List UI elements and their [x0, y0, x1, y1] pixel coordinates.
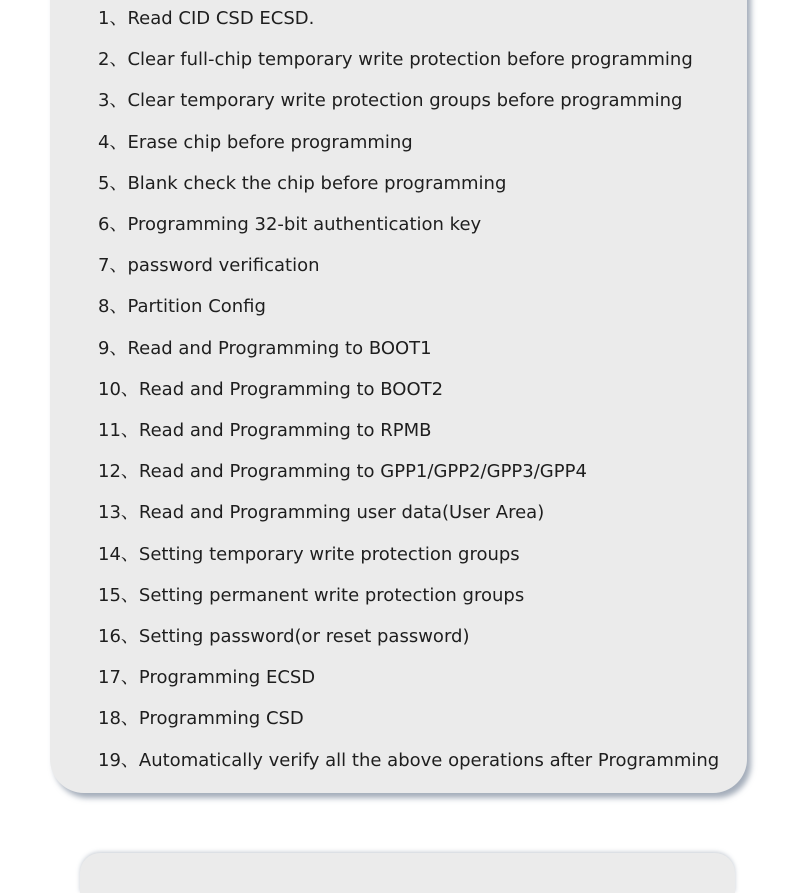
- list-item: 3、Clear temporary write protection groups before programming: [98, 90, 683, 112]
- list-item: 8、Partition Config: [98, 296, 266, 318]
- list-item: 7、password verification: [98, 255, 320, 277]
- list-item: 17、Programming ECSD: [98, 667, 316, 689]
- list-item: 4、Erase chip before programming: [98, 131, 413, 153]
- next-card: [80, 853, 735, 893]
- list-item: 19、Automatically verify all the above operations after Programming: [98, 749, 720, 771]
- list-item: 11、Read and Programming to RPMB: [98, 420, 432, 441]
- list-item: 6、Programming 32-bit authentication key: [98, 214, 482, 235]
- list-item: 5、Blank check the chip before programming: [98, 172, 507, 194]
- list-item: 1、Read CID CSD ECSD.: [98, 8, 315, 29]
- list-item: 2、Clear full-chip temporary write protection before programming: [98, 49, 693, 71]
- list-item: 10、Read and Programming to BOOT2: [98, 378, 444, 400]
- list-item: 9、Read and Programming to BOOT1: [98, 337, 432, 359]
- list-item: 13、Read and Programming user data(User Area): [98, 502, 545, 524]
- list-item: 16、Setting password(or reset password): [98, 626, 470, 647]
- list-item: 12、Read and Programming to GPP1/GPP2/GPP3/GPP4: [98, 461, 587, 483]
- list-item: 15、Setting permanent write protection groups: [98, 584, 525, 606]
- list-item: 18、Programming CSD: [98, 708, 304, 730]
- list-item: 14、Setting temporary write protection groups: [98, 543, 520, 565]
